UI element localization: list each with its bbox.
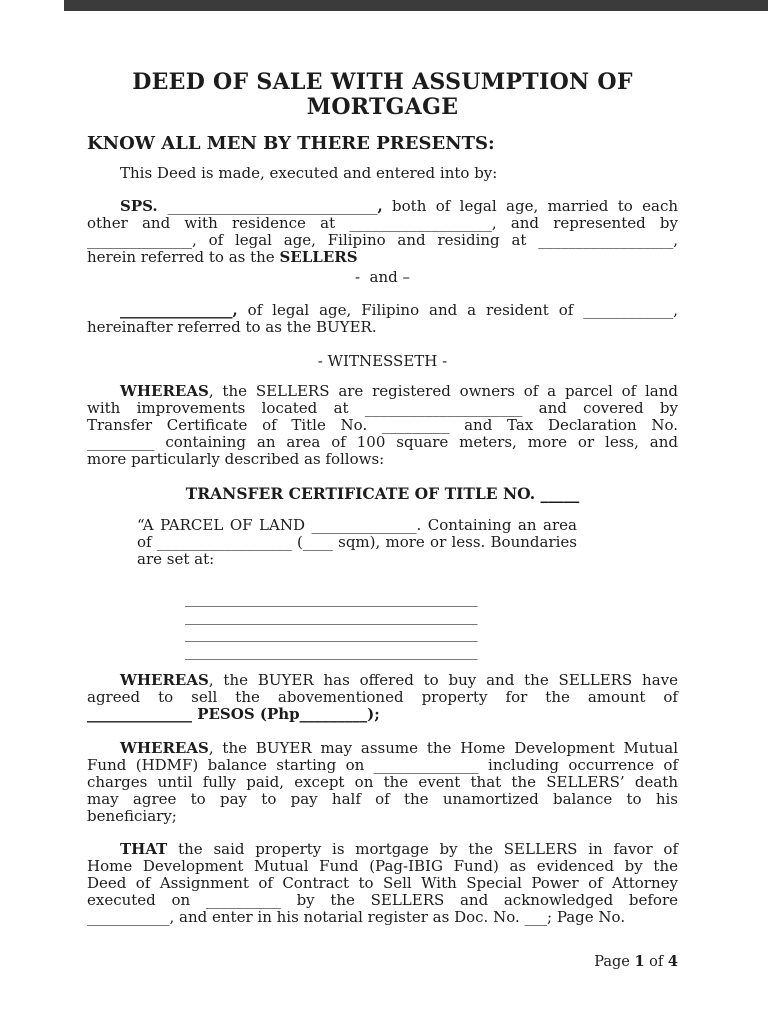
- text-run: ___________: [87, 908, 170, 926]
- document-title: [87, 70, 678, 120]
- text-line: [137, 534, 577, 551]
- bold-text-run: _____: [540, 484, 580, 503]
- text-line: [87, 232, 678, 249]
- text-run: other and with residence at: [87, 214, 350, 232]
- bold-text-run: WHEREAS: [120, 382, 209, 400]
- text-run: , of legal age, Filipino and residing at: [192, 231, 539, 249]
- text-run: charges until fully paid, except on the event that the SELLERS’ death: [87, 773, 678, 791]
- text-line: [87, 706, 678, 723]
- paragraph-whereas-owners: [87, 383, 678, 468]
- text-line: [87, 215, 678, 232]
- bold-text-run: 4: [667, 953, 678, 970]
- text-line: [87, 689, 678, 706]
- text-line: [87, 70, 678, 95]
- bold-text-run: KNOW ALL MEN BY THERE PRESENTS:: [87, 133, 495, 154]
- text-run: Deed of Assignment of Contract to Sell With Special Power of Attorney: [87, 874, 678, 892]
- bold-text-run: DEED OF SALE WITH ASSUMPTION OF: [132, 69, 633, 95]
- text-line: [87, 417, 678, 434]
- text-run: ___________________: [349, 214, 492, 232]
- text-line: [87, 841, 678, 858]
- text-line: [87, 774, 678, 791]
- text-run: (: [291, 533, 303, 551]
- text-run: with improvements located at: [87, 399, 365, 417]
- text-run: , the BUYER has offered to buy and the SELLERS have: [208, 671, 678, 689]
- text-run: are set at:: [137, 550, 215, 568]
- tct-heading: [87, 485, 678, 503]
- text-run: _______________________________________: [185, 606, 478, 625]
- text-run: by the SELLERS and acknowledged before: [280, 891, 678, 909]
- text-run: _________: [381, 416, 450, 434]
- text-line: [87, 643, 678, 661]
- text-line: [87, 858, 678, 875]
- text-run: _______________________________________: [185, 624, 478, 642]
- paragraph-that-mortgage: [87, 841, 678, 926]
- text-run: sqm), more or less. Boundaries: [332, 533, 577, 551]
- separator-and: [87, 269, 678, 286]
- bold-text-run: THAT: [120, 840, 168, 858]
- text-line: [87, 757, 678, 774]
- text-run: hereinafter referred to as the BUYER.: [87, 318, 377, 336]
- text-run: of: [644, 954, 668, 970]
- text-run: ______________: [311, 516, 417, 534]
- text-line: [87, 353, 678, 370]
- text-run: and Tax Declaration No.: [449, 416, 678, 434]
- document-body: [87, 0, 678, 971]
- text-line: [87, 875, 678, 892]
- text-line: [87, 625, 678, 643]
- bold-text-run: SPS.: [120, 197, 168, 215]
- text-run: both of legal age, married to each: [382, 197, 678, 215]
- text-run: herein referred to as the: [87, 248, 280, 266]
- text-run: _______________________________________: [185, 641, 478, 660]
- parcel-description-quote: [87, 517, 678, 568]
- text-run: executed on: [87, 891, 206, 909]
- bold-text-run: WHEREAS: [120, 739, 209, 757]
- text-run: __________________: [156, 533, 292, 551]
- text-run: _______________________________________: [185, 589, 478, 607]
- text-run: of legal age, Filipino and a resident of: [237, 301, 584, 319]
- text-line: [87, 198, 678, 215]
- bold-text-run: SELLERS: [279, 248, 358, 266]
- text-line: [87, 400, 678, 417]
- text-run: _____________________: [364, 399, 523, 417]
- bold-text-run: MORTGAGE: [306, 94, 459, 120]
- text-run: more particularly described as follows:: [87, 450, 385, 468]
- text-line: [87, 740, 678, 757]
- text-run: Transfer Certificate of Title No.: [87, 416, 382, 434]
- text-run: ____________________________: [167, 197, 378, 215]
- bold-text-run: _______________,: [120, 301, 238, 319]
- text-run: Fund (HDMF) balance starting on: [87, 756, 374, 774]
- text-run: the said property is mortgage by the SELLERS in favor of: [167, 840, 678, 858]
- text-line: [137, 551, 577, 568]
- intro-line: [87, 165, 678, 182]
- text-run: ____________,: [583, 301, 678, 319]
- text-run: Home Development Mutual Fund (Pag-IBIG Fund) as evidenced by the: [87, 857, 678, 875]
- text-line: [87, 434, 678, 451]
- text-line: [137, 517, 577, 534]
- witnesseth-heading: [87, 353, 678, 370]
- text-line: [87, 133, 678, 155]
- text-line: [87, 590, 678, 608]
- text-run: ; Page No.: [547, 908, 626, 926]
- text-run: of: [137, 533, 157, 551]
- text-line: [87, 909, 678, 926]
- text-line: [87, 302, 678, 319]
- text-run: , and represented by: [491, 214, 678, 232]
- text-run: containing an area of 100 square meters, more or less, and: [154, 433, 678, 451]
- boundary-blank-lines: [87, 590, 678, 660]
- text-line: [87, 791, 678, 808]
- text-run: including occurrence of: [478, 756, 679, 774]
- text-line: [87, 672, 678, 689]
- text-run: , the SELLERS are registered owners of a parcel of land: [208, 382, 678, 400]
- text-run: beneficiary;: [87, 807, 177, 825]
- text-line: [87, 953, 678, 971]
- text-run: _________: [87, 433, 155, 451]
- paragraph-buyer: [87, 302, 678, 336]
- text-run: and covered by: [522, 399, 678, 417]
- text-line: [87, 249, 678, 266]
- text-line: [87, 451, 678, 468]
- text-line: [87, 319, 678, 336]
- text-run: may agree to pay to pay half of the unamortized balance to his: [87, 790, 678, 808]
- text-line: [87, 95, 678, 120]
- text-run: __________: [205, 891, 281, 909]
- bold-text-run: TRANSFER CERTIFICATE OF TITLE NO.: [185, 484, 541, 503]
- page-footer: [87, 953, 678, 971]
- bold-text-run: WHEREAS: [120, 671, 209, 689]
- text-run: ____: [302, 533, 333, 551]
- text-run: “A PARCEL OF LAND: [137, 516, 312, 534]
- text-run: , the BUYER may assume the Home Development Mutual: [208, 739, 678, 757]
- text-run: , and enter in his notarial register as Doc. No.: [169, 908, 525, 926]
- paragraph-whereas-offer: [87, 672, 678, 723]
- text-run: . Containing an area: [416, 516, 577, 534]
- bold-text-run: 1: [634, 953, 645, 970]
- bold-text-run: ,: [377, 197, 383, 215]
- text-run: - WITNESSETH -: [317, 352, 448, 370]
- text-run: ______________: [373, 756, 479, 774]
- text-run: ___: [524, 908, 547, 926]
- text-line: [87, 608, 678, 626]
- text-line: [87, 165, 678, 182]
- text-run: Page: [594, 954, 635, 970]
- text-line: [87, 892, 678, 909]
- text-run: __________________,: [538, 231, 678, 249]
- text-line: [87, 269, 678, 286]
- text-line: [87, 383, 678, 400]
- text-run: agreed to sell the abovementioned property for the amount of: [87, 688, 678, 706]
- paragraph-sellers: [87, 198, 678, 266]
- text-run: ______________: [87, 231, 192, 249]
- text-line: [87, 808, 678, 825]
- paragraph-whereas-hdmf: [87, 740, 678, 825]
- text-run: This Deed is made, executed and entered into by:: [120, 164, 498, 182]
- text-run: - and –: [354, 268, 411, 286]
- text-line: [87, 485, 678, 503]
- bold-text-run: ______________ PESOS (Php_________);: [87, 705, 380, 723]
- heading-know-all-men: [87, 133, 678, 155]
